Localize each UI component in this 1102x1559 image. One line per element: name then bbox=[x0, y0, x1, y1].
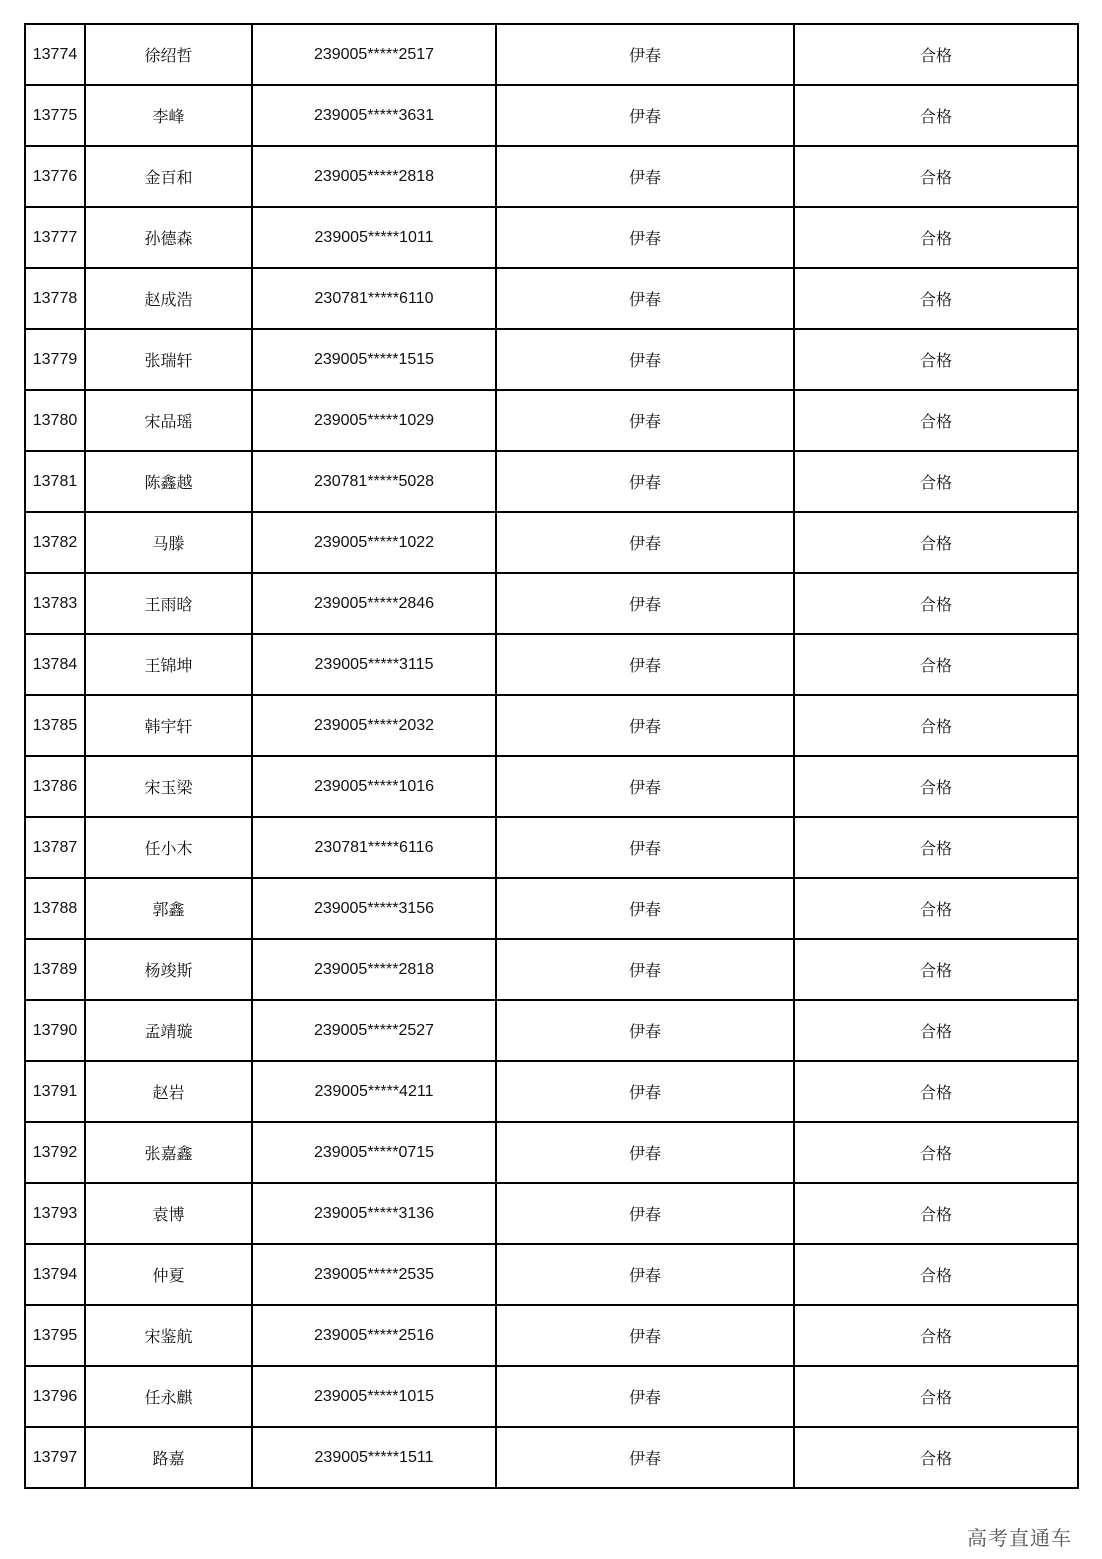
table-row bbox=[25, 817, 1078, 878]
id-number-cell: 230781*****6110 bbox=[252, 268, 496, 329]
result-cell: 合格 bbox=[794, 695, 1078, 756]
name-cell: 王雨晗 bbox=[85, 573, 252, 634]
name-cell: 仲夏 bbox=[85, 1244, 252, 1305]
result-cell: 合格 bbox=[794, 756, 1078, 817]
serial-number-cell: 13790 bbox=[25, 1000, 85, 1061]
name-cell: 张嘉鑫 bbox=[85, 1122, 252, 1183]
id-number-cell: 239005*****4211 bbox=[252, 1061, 496, 1122]
id-number-cell: 239005*****2818 bbox=[252, 146, 496, 207]
result-cell: 合格 bbox=[794, 390, 1078, 451]
id-number-cell: 239005*****2846 bbox=[252, 573, 496, 634]
results-table bbox=[24, 23, 1079, 1489]
serial-number-cell: 13784 bbox=[25, 634, 85, 695]
table-row bbox=[25, 1122, 1078, 1183]
result-cell: 合格 bbox=[794, 1183, 1078, 1244]
id-number-cell: 239005*****1515 bbox=[252, 329, 496, 390]
serial-number-cell: 13783 bbox=[25, 573, 85, 634]
name-cell: 孙德森 bbox=[85, 207, 252, 268]
name-cell: 韩宇轩 bbox=[85, 695, 252, 756]
city-cell: 伊春 bbox=[496, 329, 794, 390]
serial-number-cell: 13785 bbox=[25, 695, 85, 756]
id-number-cell: 239005*****2818 bbox=[252, 939, 496, 1000]
result-cell: 合格 bbox=[794, 24, 1078, 85]
table-row bbox=[25, 634, 1078, 695]
result-cell: 合格 bbox=[794, 207, 1078, 268]
result-cell: 合格 bbox=[794, 512, 1078, 573]
name-cell: 任小木 bbox=[85, 817, 252, 878]
serial-number-cell: 13786 bbox=[25, 756, 85, 817]
result-cell: 合格 bbox=[794, 1061, 1078, 1122]
serial-number-cell: 13779 bbox=[25, 329, 85, 390]
name-cell: 宋鉴航 bbox=[85, 1305, 252, 1366]
table-row bbox=[25, 146, 1078, 207]
table-row bbox=[25, 1183, 1078, 1244]
table-row bbox=[25, 85, 1078, 146]
city-cell: 伊春 bbox=[496, 817, 794, 878]
city-cell: 伊春 bbox=[496, 695, 794, 756]
table-row bbox=[25, 1244, 1078, 1305]
name-cell: 袁博 bbox=[85, 1183, 252, 1244]
serial-number-cell: 13791 bbox=[25, 1061, 85, 1122]
table-row bbox=[25, 695, 1078, 756]
id-number-cell: 239005*****2535 bbox=[252, 1244, 496, 1305]
city-cell: 伊春 bbox=[496, 1427, 794, 1488]
result-cell: 合格 bbox=[794, 878, 1078, 939]
id-number-cell: 239005*****2032 bbox=[252, 695, 496, 756]
name-cell: 王锦坤 bbox=[85, 634, 252, 695]
result-cell: 合格 bbox=[794, 329, 1078, 390]
table-row bbox=[25, 512, 1078, 573]
serial-number-cell: 13795 bbox=[25, 1305, 85, 1366]
table-row bbox=[25, 878, 1078, 939]
table-row bbox=[25, 390, 1078, 451]
city-cell: 伊春 bbox=[496, 756, 794, 817]
result-cell: 合格 bbox=[794, 939, 1078, 1000]
result-cell: 合格 bbox=[794, 1244, 1078, 1305]
results-table-body bbox=[25, 24, 1078, 1488]
result-cell: 合格 bbox=[794, 1122, 1078, 1183]
serial-number-cell: 13777 bbox=[25, 207, 85, 268]
serial-number-cell: 13780 bbox=[25, 390, 85, 451]
table-row bbox=[25, 329, 1078, 390]
city-cell: 伊春 bbox=[496, 1122, 794, 1183]
serial-number-cell: 13782 bbox=[25, 512, 85, 573]
serial-number-cell: 13774 bbox=[25, 24, 85, 85]
result-cell: 合格 bbox=[794, 268, 1078, 329]
name-cell: 杨竣斯 bbox=[85, 939, 252, 1000]
table-row bbox=[25, 207, 1078, 268]
id-number-cell: 239005*****2516 bbox=[252, 1305, 496, 1366]
table-row bbox=[25, 1366, 1078, 1427]
result-cell: 合格 bbox=[794, 1000, 1078, 1061]
city-cell: 伊春 bbox=[496, 1183, 794, 1244]
result-cell: 合格 bbox=[794, 634, 1078, 695]
name-cell: 任永麒 bbox=[85, 1366, 252, 1427]
name-cell: 赵成浩 bbox=[85, 268, 252, 329]
table-row bbox=[25, 268, 1078, 329]
result-cell: 合格 bbox=[794, 1427, 1078, 1488]
city-cell: 伊春 bbox=[496, 878, 794, 939]
name-cell: 金百和 bbox=[85, 146, 252, 207]
name-cell: 宋玉梁 bbox=[85, 756, 252, 817]
serial-number-cell: 13781 bbox=[25, 451, 85, 512]
id-number-cell: 239005*****3136 bbox=[252, 1183, 496, 1244]
serial-number-cell: 13796 bbox=[25, 1366, 85, 1427]
city-cell: 伊春 bbox=[496, 512, 794, 573]
city-cell: 伊春 bbox=[496, 207, 794, 268]
serial-number-cell: 13788 bbox=[25, 878, 85, 939]
result-cell: 合格 bbox=[794, 451, 1078, 512]
serial-number-cell: 13789 bbox=[25, 939, 85, 1000]
table-row bbox=[25, 1305, 1078, 1366]
result-cell: 合格 bbox=[794, 573, 1078, 634]
name-cell: 孟靖璇 bbox=[85, 1000, 252, 1061]
city-cell: 伊春 bbox=[496, 1244, 794, 1305]
city-cell: 伊春 bbox=[496, 85, 794, 146]
table-row bbox=[25, 1427, 1078, 1488]
id-number-cell: 239005*****2517 bbox=[252, 24, 496, 85]
id-number-cell: 239005*****3631 bbox=[252, 85, 496, 146]
id-number-cell: 239005*****1511 bbox=[252, 1427, 496, 1488]
result-cell: 合格 bbox=[794, 146, 1078, 207]
name-cell: 徐绍哲 bbox=[85, 24, 252, 85]
name-cell: 马滕 bbox=[85, 512, 252, 573]
serial-number-cell: 13792 bbox=[25, 1122, 85, 1183]
name-cell: 路嘉 bbox=[85, 1427, 252, 1488]
id-number-cell: 230781*****5028 bbox=[252, 451, 496, 512]
city-cell: 伊春 bbox=[496, 1061, 794, 1122]
city-cell: 伊春 bbox=[496, 390, 794, 451]
table-row bbox=[25, 573, 1078, 634]
city-cell: 伊春 bbox=[496, 1366, 794, 1427]
city-cell: 伊春 bbox=[496, 634, 794, 695]
id-number-cell: 239005*****2527 bbox=[252, 1000, 496, 1061]
serial-number-cell: 13797 bbox=[25, 1427, 85, 1488]
city-cell: 伊春 bbox=[496, 1000, 794, 1061]
name-cell: 宋品瑶 bbox=[85, 390, 252, 451]
name-cell: 张瑞轩 bbox=[85, 329, 252, 390]
city-cell: 伊春 bbox=[496, 573, 794, 634]
id-number-cell: 239005*****1016 bbox=[252, 756, 496, 817]
result-cell: 合格 bbox=[794, 1305, 1078, 1366]
result-cell: 合格 bbox=[794, 817, 1078, 878]
results-sheet bbox=[24, 23, 1077, 1489]
city-cell: 伊春 bbox=[496, 24, 794, 85]
serial-number-cell: 13776 bbox=[25, 146, 85, 207]
serial-number-cell: 13787 bbox=[25, 817, 85, 878]
table-row bbox=[25, 756, 1078, 817]
id-number-cell: 239005*****3156 bbox=[252, 878, 496, 939]
result-cell: 合格 bbox=[794, 1366, 1078, 1427]
id-number-cell: 239005*****0715 bbox=[252, 1122, 496, 1183]
table-row bbox=[25, 451, 1078, 512]
watermark-text: 高考直通车 bbox=[965, 1522, 1074, 1551]
name-cell: 陈鑫越 bbox=[85, 451, 252, 512]
city-cell: 伊春 bbox=[496, 1305, 794, 1366]
id-number-cell: 239005*****3115 bbox=[252, 634, 496, 695]
city-cell: 伊春 bbox=[496, 268, 794, 329]
serial-number-cell: 13775 bbox=[25, 85, 85, 146]
id-number-cell: 230781*****6116 bbox=[252, 817, 496, 878]
serial-number-cell: 13793 bbox=[25, 1183, 85, 1244]
id-number-cell: 239005*****1022 bbox=[252, 512, 496, 573]
serial-number-cell: 13778 bbox=[25, 268, 85, 329]
id-number-cell: 239005*****1015 bbox=[252, 1366, 496, 1427]
id-number-cell: 239005*****1029 bbox=[252, 390, 496, 451]
result-cell: 合格 bbox=[794, 85, 1078, 146]
city-cell: 伊春 bbox=[496, 451, 794, 512]
city-cell: 伊春 bbox=[496, 939, 794, 1000]
city-cell: 伊春 bbox=[496, 146, 794, 207]
name-cell: 郭鑫 bbox=[85, 878, 252, 939]
serial-number-cell: 13794 bbox=[25, 1244, 85, 1305]
table-row bbox=[25, 939, 1078, 1000]
id-number-cell: 239005*****1011 bbox=[252, 207, 496, 268]
name-cell: 李峰 bbox=[85, 85, 252, 146]
table-row bbox=[25, 1000, 1078, 1061]
table-row bbox=[25, 1061, 1078, 1122]
table-row bbox=[25, 24, 1078, 85]
name-cell: 赵岩 bbox=[85, 1061, 252, 1122]
